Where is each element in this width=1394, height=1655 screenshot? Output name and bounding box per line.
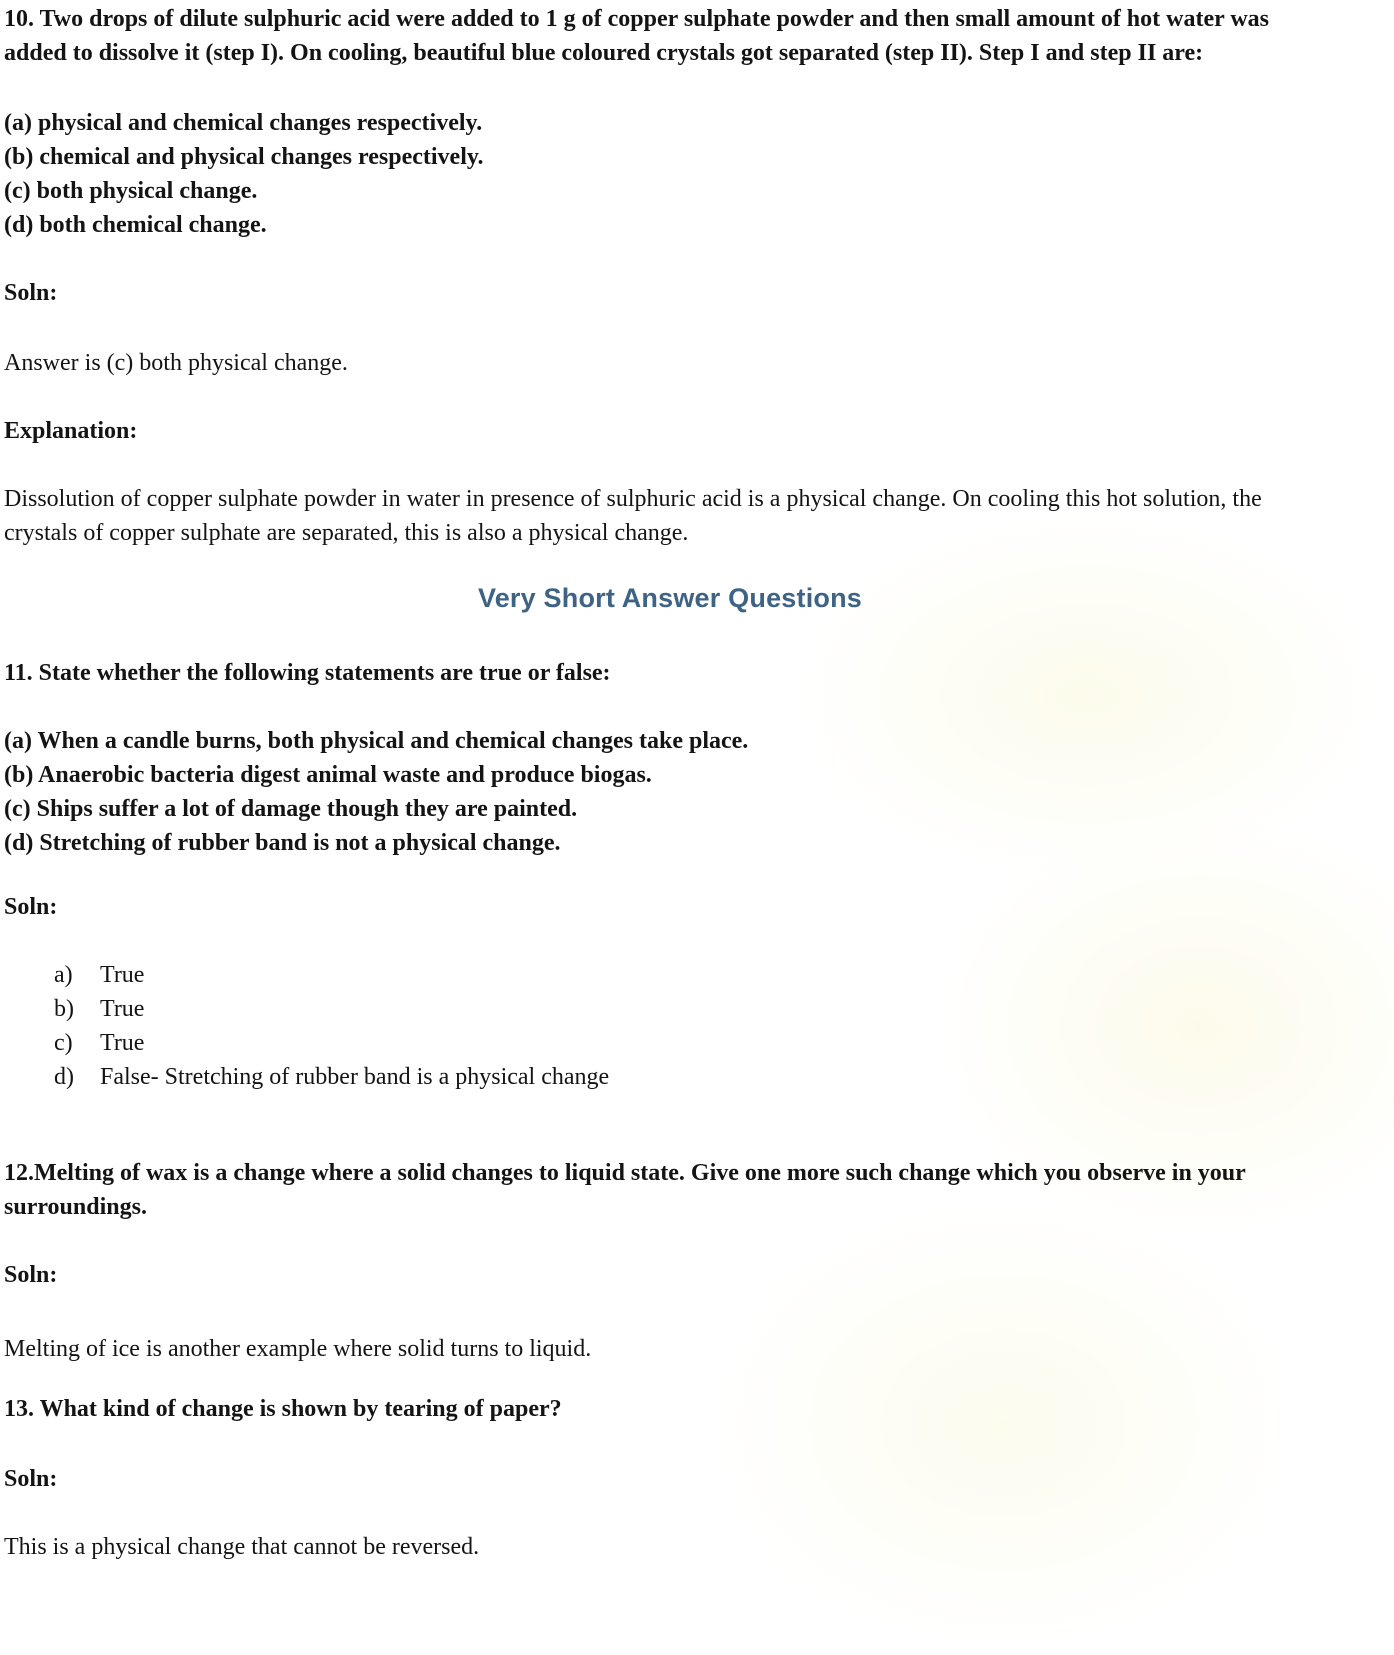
answer-marker: b)	[54, 996, 74, 1022]
answer-text: False- Stretching of rubber band is a physical change	[100, 1064, 610, 1090]
question-10-answer: Answer is (c) both physical change.	[4, 350, 348, 376]
answer-marker: d)	[54, 1064, 74, 1090]
question-10-explanation-label: Explanation:	[4, 418, 138, 444]
question-13-answer: This is a physical change that cannot be reversed.	[4, 1534, 480, 1560]
question-11-option-a: (a) When a candle burns, both physical and chemical changes take place.	[4, 728, 749, 754]
question-12-soln-label: Soln:	[4, 1262, 58, 1288]
answer-text: True	[100, 962, 145, 988]
question-11-options	[4, 724, 1336, 860]
question-12-answer: Melting of ice is another example where solid turns to liquid.	[4, 1336, 592, 1362]
question-10-option-b: (b) chemical and physical changes respectively.	[4, 144, 484, 170]
answer-item-b	[54, 992, 1336, 1026]
answer-item-a	[54, 958, 1336, 992]
question-10-text: 10. Two drops of dilute sulphuric acid were added to 1 g of copper sulphate powder and then small amount of hot water was added to dissolve it (step I). On cooling, beautiful blue coloured crystals got separated (step II). Step I and step II are:	[4, 6, 1270, 66]
question-13-text: 13. What kind of change is shown by tearing of paper?	[4, 1396, 562, 1422]
question-10-option-c: (c) both physical change.	[4, 178, 258, 204]
answer-item-c	[54, 1026, 1336, 1060]
question-10-option-a: (a) physical and chemical changes respectively.	[4, 110, 483, 136]
question-11-option-c: (c) Ships suffer a lot of damage though they are painted.	[4, 796, 578, 822]
answer-marker: a)	[54, 962, 73, 988]
question-11-soln-label: Soln:	[4, 894, 58, 920]
answer-text: True	[100, 1030, 145, 1056]
answer-marker: c)	[54, 1030, 73, 1056]
question-10-options	[4, 106, 1336, 242]
question-10-soln-label: Soln:	[4, 280, 58, 306]
answer-item-d	[54, 1060, 1336, 1094]
question-11-answers	[4, 958, 1336, 1094]
question-11-option-d: (d) Stretching of rubber band is not a physical change.	[4, 830, 561, 856]
section-heading: Very Short Answer Questions	[477, 583, 862, 613]
question-10-explanation: Dissolution of copper sulphate powder in water in presence of sulphuric acid is a physical change. On cooling this hot solution, the crystals of copper sulphate are separated, this is also a physical change.	[4, 486, 1262, 546]
question-11-option-b: (b) Anaerobic bacteria digest animal waste and produce biogas.	[4, 762, 652, 788]
question-11-text: 11. State whether the following statements are true or false:	[4, 660, 611, 686]
question-10-option-d: (d) both chemical change.	[4, 212, 267, 238]
answer-text: True	[100, 996, 145, 1022]
question-12-text: 12.Melting of wax is a change where a solid changes to liquid state. Give one more such change which you observe in your surroundings.	[4, 1160, 1246, 1220]
question-13-soln-label: Soln:	[4, 1466, 58, 1492]
